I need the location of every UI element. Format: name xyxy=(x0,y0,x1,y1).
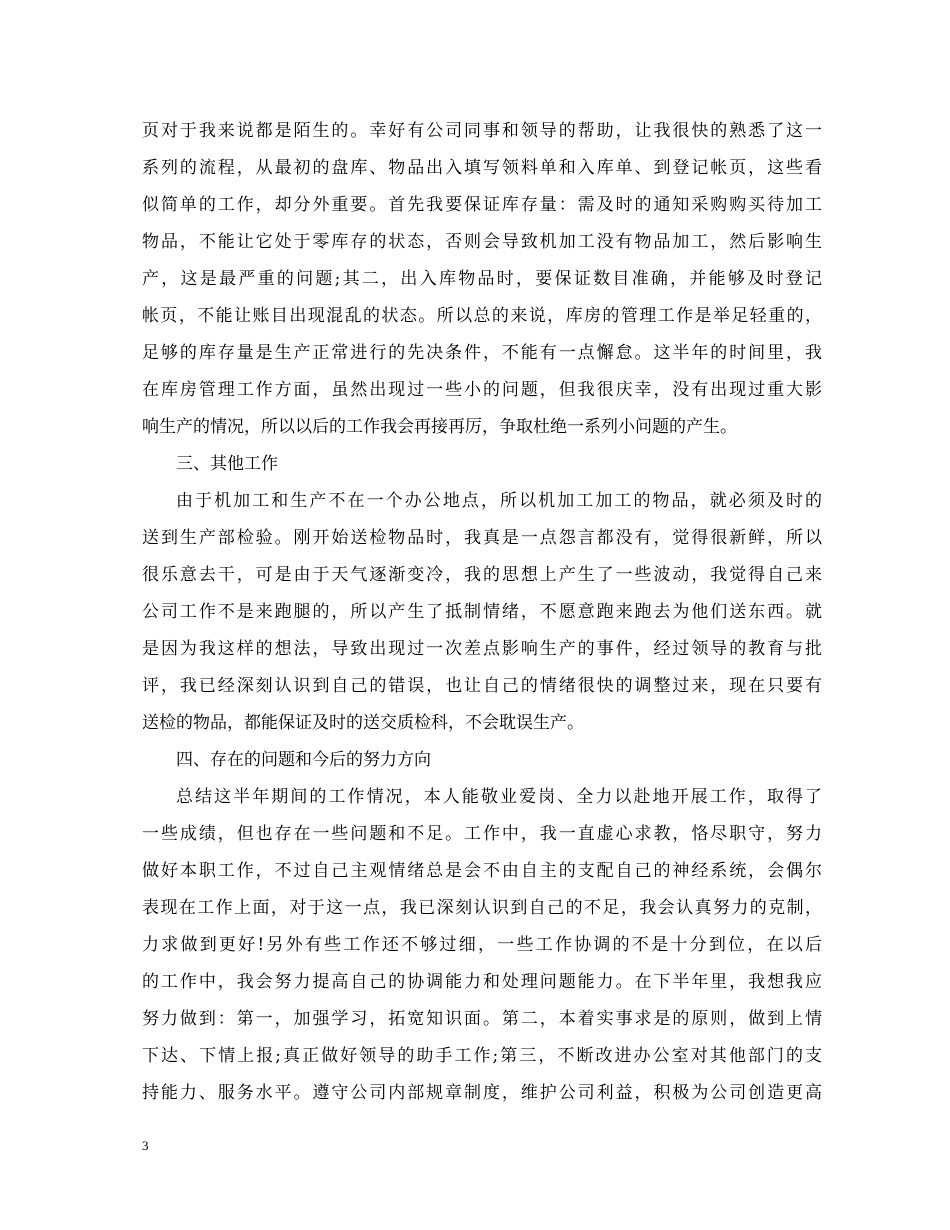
paragraph-line: 总结这半年期间的工作情况，本人能敬业爱岗、全力以赴地开展工作，取得了 xyxy=(176,787,822,807)
paragraph-line: 努力做到：第一，加强学习，拓宽知识面。第二，本着实事求是的原则，做到上情 xyxy=(142,1009,822,1029)
paragraph-line: 很乐意去干，可是由于天气逐渐变冷，我的思想上产生了一些波动，我觉得自己来 xyxy=(142,565,822,585)
paragraph-line: 足够的库存量是生产正常进行的先决条件，不能有一点懈怠。这半年的时间里，我 xyxy=(142,343,822,363)
paragraph-line: 做好本职工作，不过自己主观情绪总是会不由自主的支配自己的神经系统，会偶尔 xyxy=(142,861,822,881)
paragraph-line: 页对于我来说都是陌生的。幸好有公司同事和领导的帮助，让我很快的熟悉了这一 xyxy=(142,121,822,141)
paragraph-line: 由于机加工和生产不在一个办公地点，所以机加工加工的物品，就必须及时的 xyxy=(176,491,822,511)
paragraph-line: 力求做到更好!另外有些工作还不够过细，一些工作协调的不是十分到位，在以后 xyxy=(142,935,822,955)
paragraph-line: 是因为我这样的想法，导致出现过一次差点影响生产的事件，经过领导的教育与批 xyxy=(142,639,822,659)
paragraph-line: 公司工作不是来跑腿的，所以产生了抵制情绪，不愿意跑来跑去为他们送东西。就 xyxy=(142,602,822,622)
paragraph-line: 一些成绩，但也存在一些问题和不足。工作中，我一直虚心求教，恪尽职守，努力 xyxy=(142,824,822,844)
paragraph-line: 送到生产部检验。刚开始送检物品时，我真是一点怨言都没有，觉得很新鲜，所以 xyxy=(142,528,822,548)
paragraph-line: 似简单的工作，却分外重要。首先我要保证库存量：需及时的通知采购购买待加工 xyxy=(142,195,822,215)
paragraph-line: 评，我已经深刻认识到自己的错误，也让自己的情绪很快的调整过来，现在只要有 xyxy=(142,676,822,696)
paragraph-line: 表现在工作上面，对于这一点，我已深刻认识到自己的不足，我会认真努力的克制， xyxy=(142,898,822,918)
paragraph-line: 物品，不能让它处于零库存的状态，否则会导致机加工没有物品加工，然后影响生 xyxy=(142,232,822,252)
section-heading: 三、其他工作 xyxy=(176,454,278,474)
page-number: 3 xyxy=(142,1138,149,1153)
paragraph-line: 帐页，不能让账目出现混乱的状态。所以总的来说，库房的管理工作是举足轻重的， xyxy=(142,306,822,326)
paragraph-line: 下达、下情上报;真正做好领导的助手工作;第三，不断改进办公室对其他部门的支 xyxy=(142,1046,822,1066)
paragraph-line: 的工作中，我会努力提高自己的协调能力和处理问题能力。在下半年里，我想我应 xyxy=(142,972,822,992)
paragraph-line: 持能力、服务水平。遵守公司内部规章制度，维护公司利益，积极为公司创造更高 xyxy=(142,1083,822,1103)
paragraph-line: 送检的物品，都能保证及时的送交质检科，不会耽误生产。 xyxy=(142,713,584,733)
paragraph-line: 产，这是最严重的问题;其二，出入库物品时，要保证数目准确，并能够及时登记 xyxy=(142,269,822,289)
section-heading: 四、存在的问题和今后的努力方向 xyxy=(176,750,431,770)
paragraph-line: 系列的流程，从最初的盘库、物品出入填写领料单和入库单、到登记帐页，这些看 xyxy=(142,158,822,178)
paragraph-line: 响生产的情况，所以以后的工作我会再接再厉，争取杜绝一系列小问题的产生。 xyxy=(142,417,737,437)
paragraph-line: 在库房管理工作方面，虽然出现过一些小的问题，但我很庆幸，没有出现过重大影 xyxy=(142,380,822,400)
